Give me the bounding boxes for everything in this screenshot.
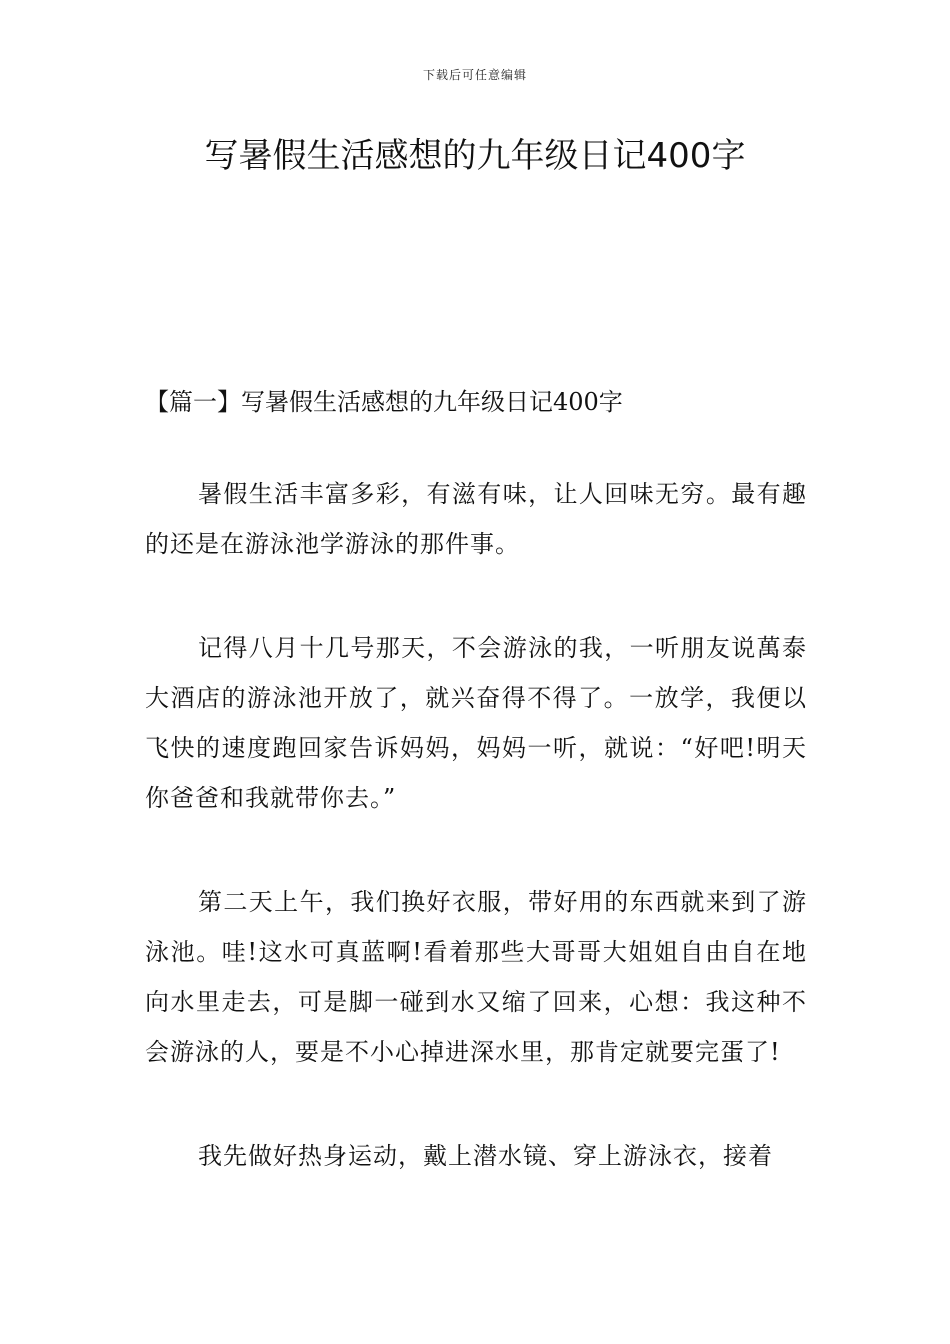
paragraph-4: 我先做好热身运动，戴上潜水镜、穿上游泳衣，接着 xyxy=(198,1142,773,1170)
section-heading: 【篇一】写暑假生活感想的九年级日记400字 xyxy=(145,388,623,416)
document-title: 写暑假生活感想的九年级日记400字 xyxy=(204,136,746,176)
document-body xyxy=(145,377,807,1235)
paragraph-1: 暑假生活丰富多彩，有滋有味，让人回味无穷。最有趣的还是在游泳池学游泳的那件事。 xyxy=(145,480,807,558)
paragraph-3: 第二天上午，我们换好衣服，带好用的东西就来到了游泳池。哇!这水可真蓝啊!看着那些大哥哥大姐姐自由自在地向水里走去，可是脚一碰到水又缩了回来，心想：我这种不会游泳的人，要是不小心掉进深水里，那肯定就要完蛋了! xyxy=(145,888,807,1066)
paragraph-2: 记得八月十几号那天，不会游泳的我，一听朋友说萬泰大酒店的游泳池开放了，就兴奋得不得了。一放学，我便以飞快的速度跑回家告诉妈妈，妈妈一听，就说：“好吧!明天你爸爸和我就带你去。” xyxy=(145,634,807,812)
header-note: 下载后可任意编辑 xyxy=(422,68,527,82)
